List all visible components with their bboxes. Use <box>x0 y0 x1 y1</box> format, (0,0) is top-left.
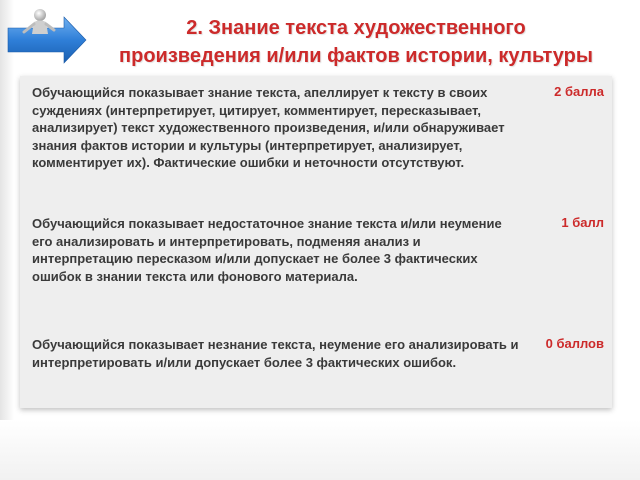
footer-band <box>0 420 640 480</box>
criterion-1-text: Обучающийся показывает недостаточное знание текста и/или неумение его анализировать и интерпретировать, подменяя анализ и интерпретацию пересказом и/или допускает не более 3 фактических ошибок в знании текста или фонового материала. <box>32 216 502 284</box>
person-pushing-arrow-icon <box>4 6 88 66</box>
title-line-1: 2. Знание текста художественного <box>186 17 526 39</box>
left-edge-shadow <box>0 0 14 480</box>
title-line-2: произведения и/или фактов истории, культуры <box>119 45 593 67</box>
criterion-0-text: Обучающийся показывает незнание текста, неумение его анализировать и интерпретировать и/или допускает более 3 фактических ошибок. <box>32 337 519 370</box>
criterion-2-text: Обучающийся показывает знание текста, апеллирует к тексту в своих суждениях (интерпретирует, цитирует, комментирует, пересказывает, анализирует) текст художественного произведения, и/или обнаруживает знания фактов истории и культуры (интерпретирует, анализирует, комментирует их). Фактические ошибки и неточности отсутствуют. <box>32 85 505 171</box>
criterion-2-score: 2 балла <box>554 84 604 99</box>
criteria-panel <box>20 76 612 408</box>
slide-title <box>96 14 616 70</box>
criterion-1-score: 1 балл <box>561 215 604 230</box>
criterion-0-score: 0 баллов <box>545 336 604 351</box>
